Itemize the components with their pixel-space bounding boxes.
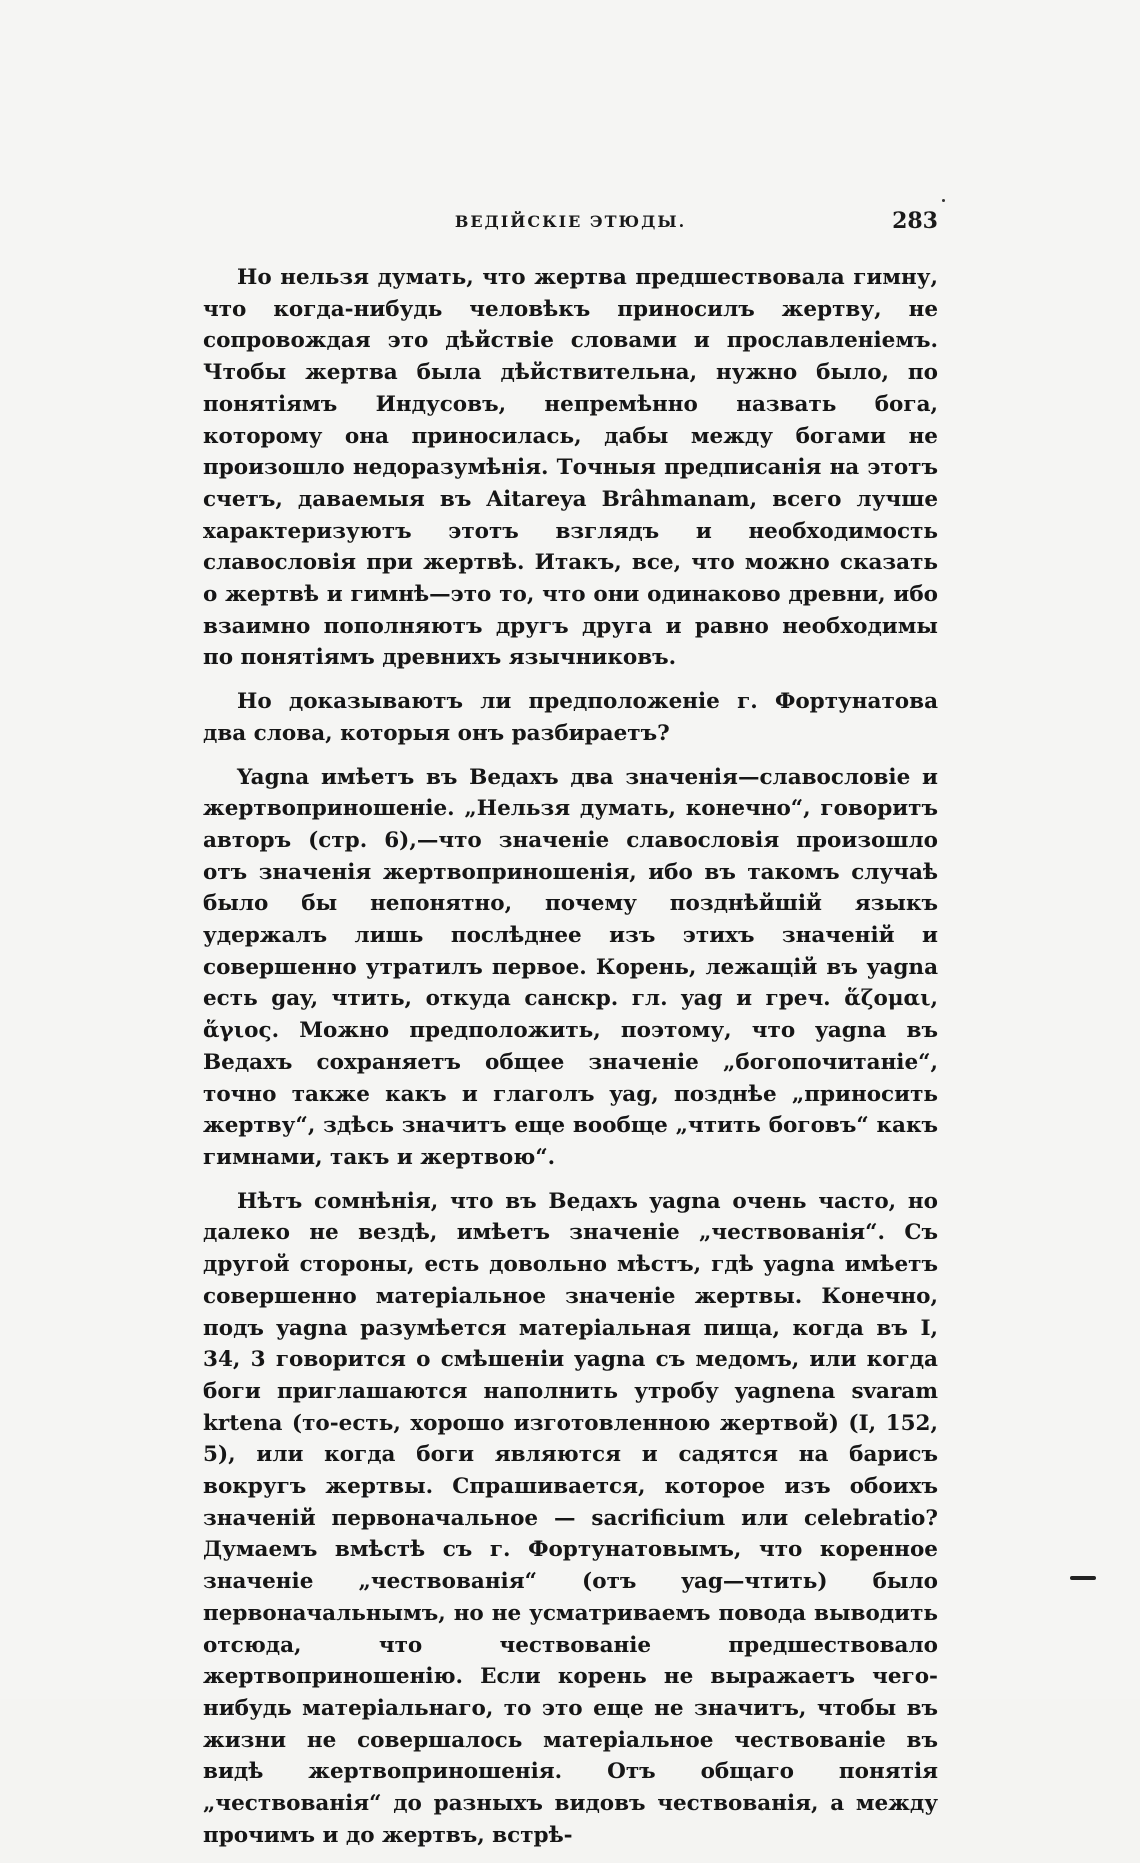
running-title: ВЕДІЙСКІЕ ЭТЮДЫ.: [454, 212, 687, 231]
paragraph-1: Но нельзя думать, что жертва предшествовала гимну, что когда-нибудь человѣкъ приносилъ жертву, не сопровождая это дѣйствіе словами и прославленіемъ. Чтобы жертва была дѣйствительна, нужно было, по понятіямъ Индусовъ, непремѣнно назвать бога, которому она приносилась, дабы между богами не произошло недоразумѣнія. Точныя предписанія на этотъ счетъ, даваемыя въ Aitareya Brâhmanam, всего лучше характеризуютъ этотъ взглядъ и необходимость славословія при жертвѣ. Итакъ, все, что можно сказать о жертвѣ и гимнѣ—это то, что они одинаково древни, ибо взаимно пополняютъ другъ друга и равно необходимы по понятіямъ древнихъ язычниковъ.: [203, 265, 938, 671]
running-head: [203, 208, 938, 252]
page-number: 283: [892, 208, 938, 234]
paragraph-4: Нѣтъ сомнѣнія, что въ Ведахъ yagna очень часто, но далеко не вездѣ, имѣетъ значеніе „чествованія“. Съ другой стороны, есть довольно мѣстъ, гдѣ yagna имѣетъ совершенно матеріальное значеніе жертвы. Конечно, подъ yagna разумѣется матеріальная пища, когда въ I, 34, 3 говорится о смѣшеніи yagna съ медомъ, или когда боги приглашаются наполнить утробу yagnena svaram krtena (то-есть, хорошо изготовленною жертвой) (I, 152, 5), или когда боги являются и садятся на барисъ вокругъ жертвы. Спрашивается, которое изъ обоихъ значеній первоначальное — sacrificium или celebratio? Думаемъ вмѣстѣ съ г. Фортунатовымъ, что коренное значеніе „чествованія“ (отъ yag—чтить) было первоначальнымъ, но не усматриваемъ повода выводить отсюда, что чествованіе предшествовало жертвоприношенію. Если корень не выражаетъ чего-нибудь матеріальнаго, то это еще не значитъ, чтобы въ жизни не совершалось матеріальное чествованіе въ видѣ жертвоприношенія. Отъ общаго понятія „чествованія“ до разныхъ видовъ чествованія, а между прочимъ и до жертвъ, встрѣ-: [203, 1188, 938, 1848]
margin-dash: [1070, 1576, 1096, 1580]
paragraph-3: Yagna имѣетъ въ Ведахъ два значенія—славословіе и жертвоприношеніе. „Нельзя думать, конечно“, говоритъ авторъ (стр. 6),—что значеніе славословія произошло отъ значенія жертвоприношенія, ибо въ такомъ случаѣ было бы непонятно, почему позднѣйшій языкъ удержалъ лишь послѣднее изъ этихъ значеній и совершенно утратилъ первое. Корень, лежащій въ yagna есть gay, чтить, откуда санскр. гл. yag и греч. ἅζομαι, ἅγιος. Можно предположить, поэтому, что yagna въ Ведахъ сохраняетъ общее значеніе „богопочитаніе“, точно также какъ и глаголъ yag, позднѣе „приносить жертву“, здѣсь значитъ еще вообще „чтить боговъ“ какъ гимнами, такъ и жертвою“.: [203, 764, 938, 1170]
print-speck: [942, 199, 945, 202]
paragraph-2: Но доказываютъ ли предположеніе г. Фортунатова два слова, которыя онъ разбираетъ?: [203, 689, 938, 746]
body-text: [203, 262, 938, 1863]
